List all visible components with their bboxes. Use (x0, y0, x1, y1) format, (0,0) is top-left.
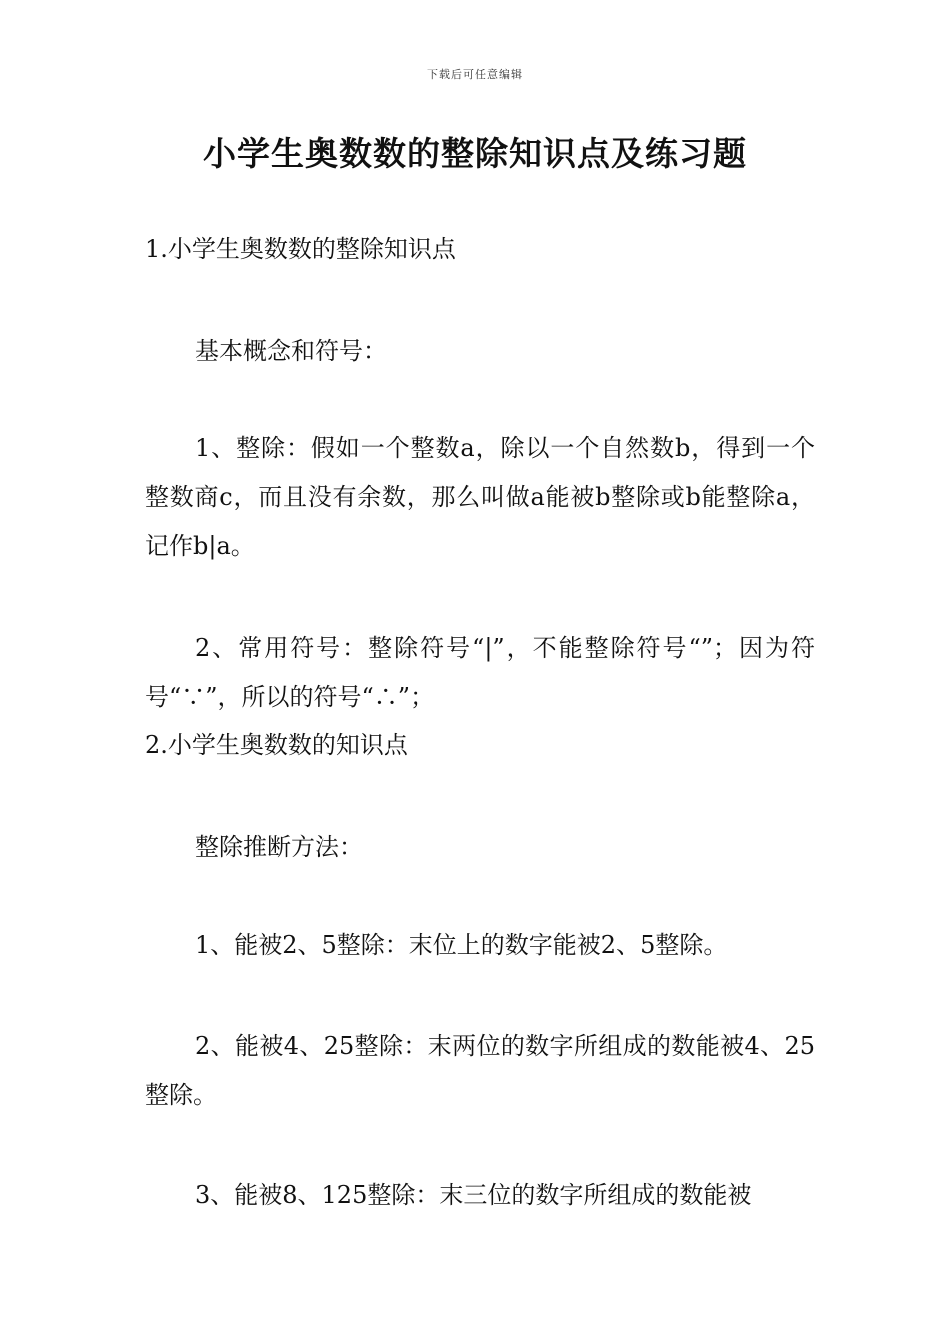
paragraph-rule-2-5: 1、能被2、5整除：末位上的数字能被2、5整除。 (195, 931, 728, 959)
header-note: 下载后可任意编辑 (427, 68, 523, 81)
paragraph-common-symbols: 2、常用符号：整除符号“|”，不能整除符号“”；因为符号“∵”，所以的符号“∴”； (145, 634, 815, 711)
paragraph-rule-4-25: 2、能被4、25整除：末两位的数字所组成的数能被4、25整除。 (145, 1032, 815, 1109)
paragraph-divisibility-definition: 1、整除：假如一个整数a，除以一个自然数b，得到一个整数商c，而且没有余数，那么叫做a能被b整除或b能整除a，记作b|a。 (145, 434, 815, 560)
section-heading-2: 2.小学生奥数数的知识点 (145, 731, 408, 759)
section-heading-1: 1.小学生奥数数的整除知识点 (145, 235, 456, 263)
section-subheading-2: 整除推断方法： (195, 833, 363, 861)
paragraph-rule-8-125: 3、能被8、125整除：末三位的数字所组成的数能被 (195, 1181, 752, 1209)
document-title: 小学生奥数数的整除知识点及练习题 (203, 134, 747, 173)
section-subheading-1: 基本概念和符号： (195, 337, 387, 365)
